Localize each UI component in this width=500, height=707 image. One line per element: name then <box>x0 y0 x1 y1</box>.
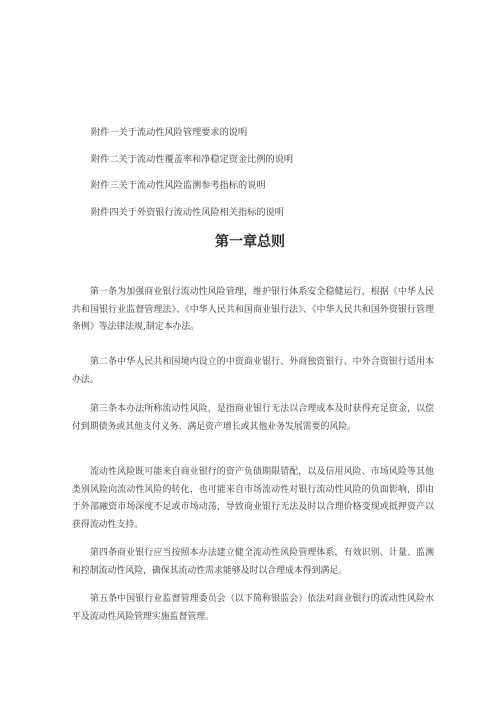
article-1-paragraph: 第一条为加强商业银行流动性风险管理，维护银行体系安全稳健运行，根据《中华人民共和国银行业监督管理法》、《中华人民共和国商业银行法》、《中华人民共和国外资银行管理条例》等法律法规,制定本办法。 <box>72 287 434 333</box>
chapter-title: 第一章总则 <box>215 234 285 250</box>
appendix-list <box>91 126 451 232</box>
article-3-paragraph: 第三条本办法所称流动性风险，是指商业银行无法以合理成本及时获得充足资金，以偿付到期债务或其他支付义务、满足资产增长或其他业务发展需要的风险。 <box>72 404 434 432</box>
liquidity-risk-sources-paragraph: 流动性风险既可能来自商业银行的资产负债期限错配，以及信用风险、市场风险等其他类别风险向流动性风险的转化，也可能来自市场流动性对银行流动性风险的负面影响，即由于外部融资市场深度不足或市场动荡，导致商业银行无法及时以合理价格变现或抵押资产以获得流动性支持。 <box>72 467 434 530</box>
appendix-item-3: 附件三关于流动性风险监测参考指标的说明 <box>91 180 266 191</box>
appendix-item-2: 附件二关于流动性覆盖率和净稳定资金比例的说明 <box>91 153 294 165</box>
appendix-item-1: 附件一关于流动性风险管理要求的说明 <box>91 127 248 138</box>
appendix-item-4: 附件四关于外资银行流动性风险相关指标的说明 <box>91 206 284 218</box>
article-4-paragraph: 第四条商业银行应当按照本办法建立健全流动性风险管理体系，有效识别、计量、监测和控制流动性风险，确保其流动性需求能够及时以合理成本得到满足。 <box>72 548 434 576</box>
article-5-paragraph: 第五条中国银行业监督管理委员会（以下简称银监会）依法对商业银行的流动性风险水平及流动性风险管理实施监督管理。 <box>72 594 434 622</box>
article-2-paragraph: 第二条中华人民共和国境内设立的中资商业银行、外商独资银行、中外合资银行适用本办法。 <box>72 357 434 385</box>
